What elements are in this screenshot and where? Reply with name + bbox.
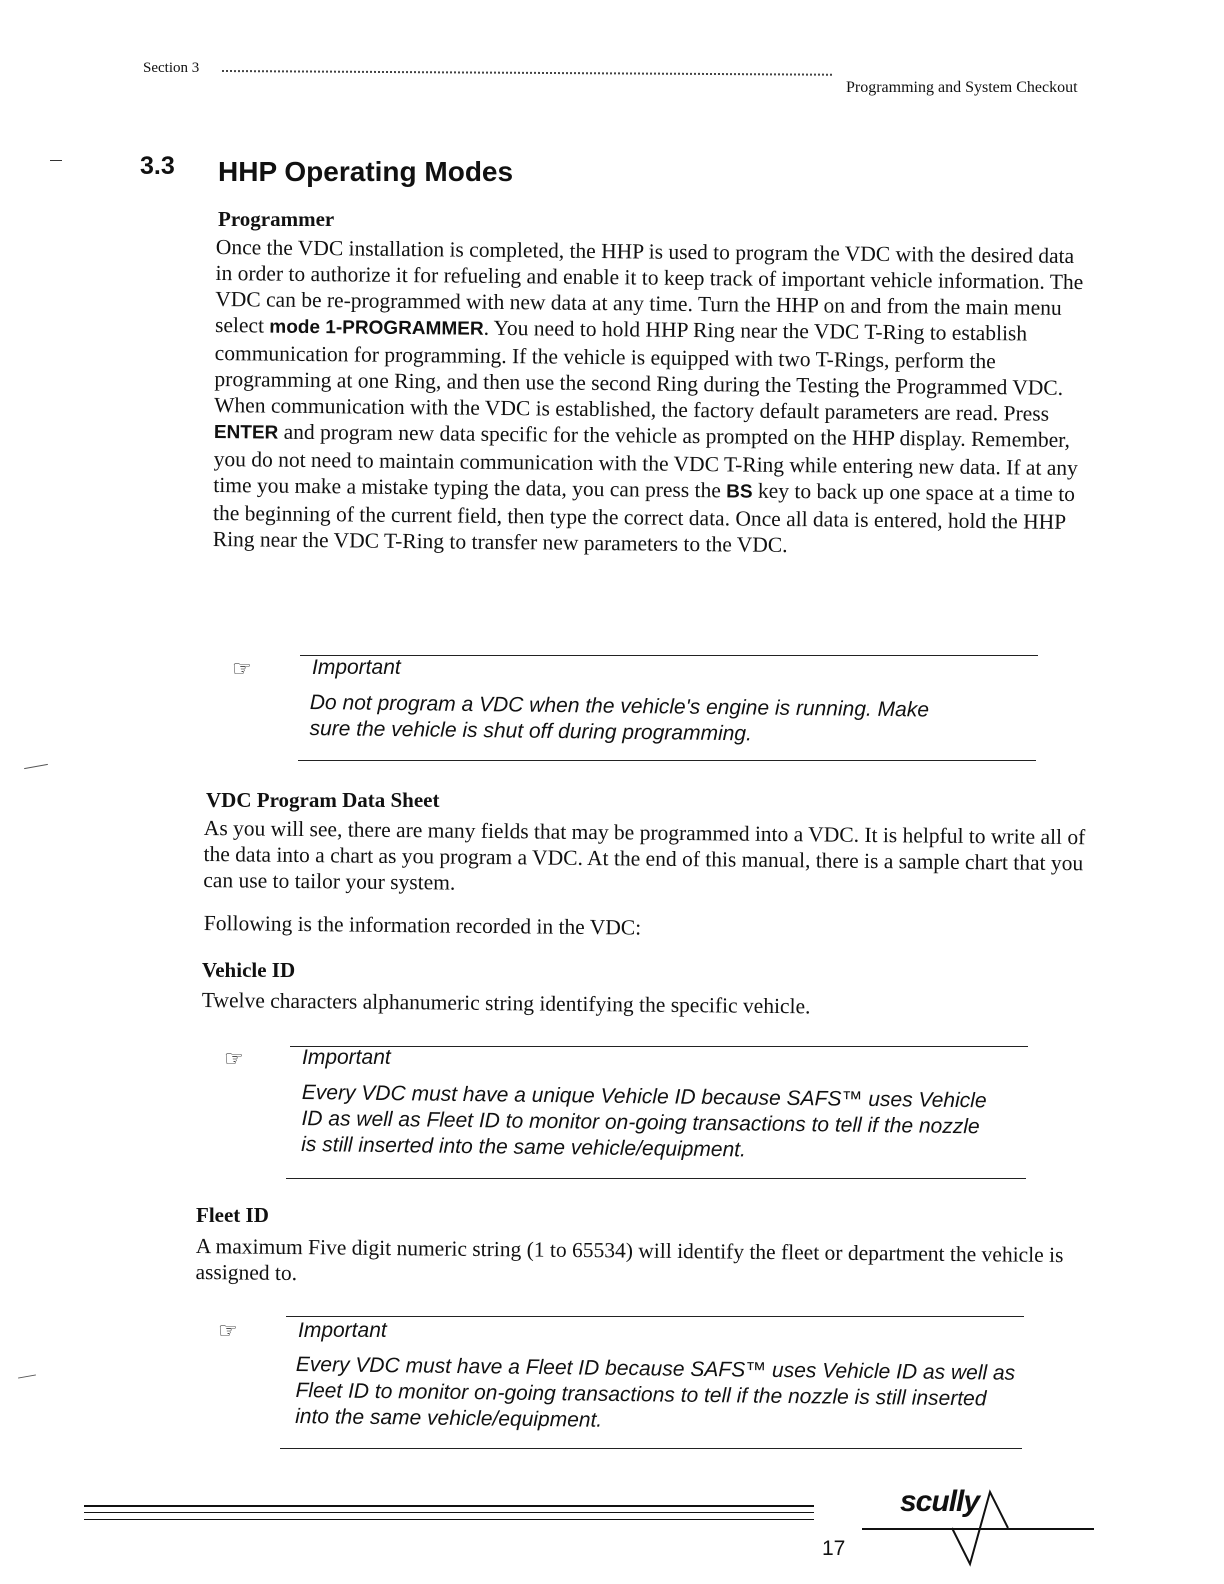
programmer-text-1: Once the VDC installation is completed, the HHP is used to program the VDC with the desired data in order to authorize it for refueling and enable it to keep track of important vehicle information. The VDC can be re-programmed with new data at any time. Turn the HHP on and from the main menu select — [214, 234, 1084, 338]
margin-mark — [24, 764, 48, 769]
fleet-id-heading: Fleet ID — [196, 1203, 269, 1227]
programmer-text-2: . You need to hold HHP Ring near the VDC T-Ring to establish communication for programming. If the vehicle is equipped with two T-Rings, perform the programming at one Ring, and then use the second Ring during the Testing the Programmed VDC. When communication with the VDC is established, the factory default parameters are read. Press — [214, 315, 1064, 426]
logo-mark-icon — [948, 1488, 1028, 1568]
important-rule-top — [286, 1316, 1024, 1317]
section-number: 3.3 — [140, 152, 175, 180]
margin-mark — [18, 1374, 36, 1378]
important-rule-bottom — [298, 760, 1036, 761]
programmer-text-4: key to back up one space at a time to the beginning of the current field, then type the correct data. Once all data is entered, hold the HHP Ring near the VDC T-Ring to transfer new parameters to the VDC. — [212, 478, 1076, 558]
vehicle-id-heading: Vehicle ID — [202, 958, 296, 982]
footer-rule — [84, 1519, 814, 1520]
important-text: Every VDC must have a Fleet ID because SAFS™ uses Vehicle ID as well as Fleet ID to monitor on-going transactions to tell if the nozzle is still inserted into the same vehicle/equipment. — [295, 1352, 1016, 1432]
header-chapter-title: Programming and System Checkout — [846, 79, 1078, 96]
programmer-text-3: and program new data specific for the vehicle as prompted on the HHP display. Remember, you do not need to maintain communication with the VDC T-Ring while entering new data. If at any time you make a mistake typing the data, you can press the — [213, 419, 1078, 503]
important-rule-bottom — [280, 1448, 1022, 1449]
important-label: Important — [312, 656, 401, 679]
important-rule-bottom — [286, 1178, 1026, 1179]
data-sheet-intro: Following is the information recorded in the VDC: — [203, 910, 642, 940]
important-text: Do not program a VDC when the vehicle's engine is running. Make sure the vehicle is shut off during programming. — [309, 690, 930, 746]
page-number: 17 — [822, 1537, 846, 1560]
footer-rule — [84, 1512, 814, 1513]
header-leader-dots — [222, 70, 832, 76]
programmer-keyword-mode: mode 1-PROGRAMMER — [269, 316, 484, 340]
pointing-hand-icon: ☞ — [224, 1046, 244, 1071]
programmer-paragraph — [213, 234, 1096, 561]
fleet-id-text: A maximum Five digit numeric string (1 to 65534) will identify the fleet or department the vehicle is assigned to. — [195, 1234, 1064, 1286]
margin-mark — [50, 160, 62, 161]
vehicle-id-text: Twelve characters alphanumeric string identifying the specific vehicle. — [201, 987, 811, 1019]
section-title: HHP Operating Modes — [218, 156, 514, 187]
data-sheet-paragraph: As you will see, there are many fields that may be programmed into a VDC. It is helpful to write all of the data into a chart as you program a VDC. At the end of this manual, there is a sample chart that you can use to tailor your system. — [203, 815, 1086, 895]
data-sheet-heading: VDC Program Data Sheet — [206, 788, 440, 812]
footer-rule — [84, 1505, 814, 1507]
important-rule-top — [290, 1046, 1028, 1047]
important-rule-top — [300, 655, 1038, 656]
header-section-label: Section 3 — [143, 60, 200, 76]
pointing-hand-icon: ☞ — [218, 1318, 238, 1343]
important-label: Important — [298, 1319, 387, 1342]
pointing-hand-icon: ☞ — [232, 656, 252, 681]
programmer-heading: Programmer — [218, 207, 335, 231]
programmer-keyword-enter: ENTER — [213, 421, 279, 444]
important-text: Every VDC must have a unique Vehicle ID because SAFS™ uses Vehicle ID as well as Fleet ID to monitor on-going transactions to tell if the nozzle is still inserted into the same vehicle/equipment. — [301, 1080, 987, 1162]
programmer-keyword-bs: BS — [726, 481, 753, 503]
important-label: Important — [302, 1046, 391, 1069]
scully-logo: scully — [900, 1485, 980, 1518]
